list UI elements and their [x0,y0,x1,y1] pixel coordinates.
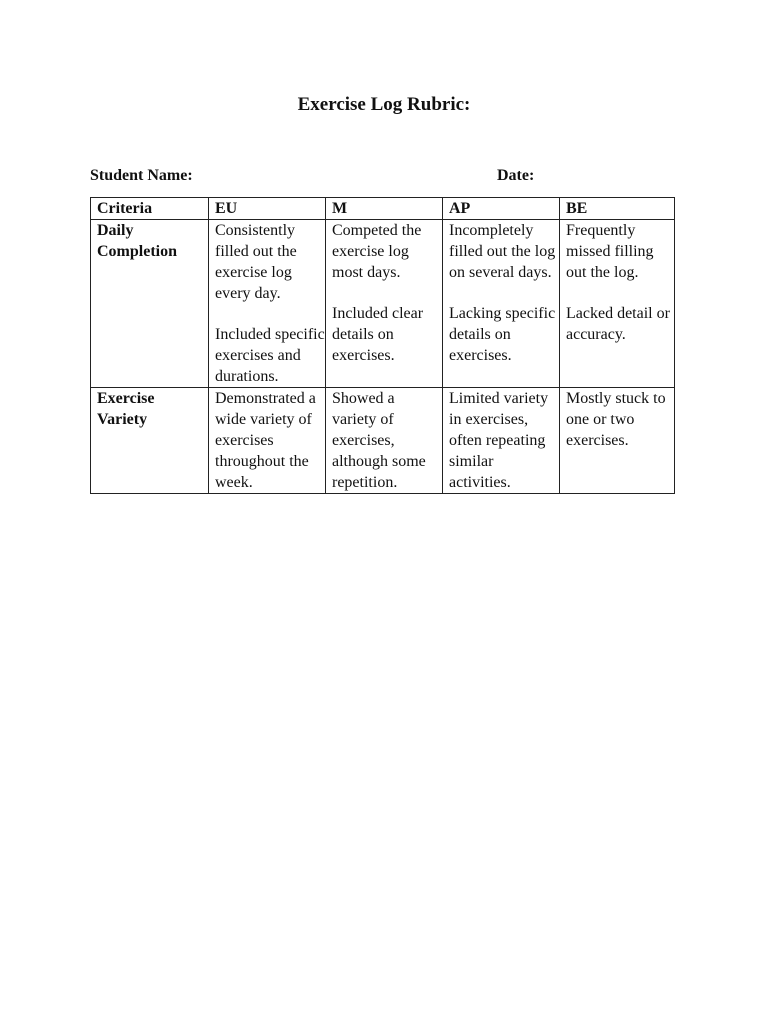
cell-text: Competed the exercise log most days. [332,222,422,281]
rubric-table [90,197,675,494]
cell-text: Included clear details on exercises. [332,305,424,364]
cell-exercise-variety-be [560,388,675,494]
cell-daily-completion-ap [443,220,560,388]
criteria-cell-daily-completion: Daily Completion [91,220,209,388]
cell-text: Showed a variety of exercises, although some repetition. [332,390,426,491]
cell-text: Lacking specific details on exercises. [449,305,556,364]
header-m: M [326,198,443,220]
cell-daily-completion-eu [209,220,326,388]
table-header-row [91,198,675,220]
cell-exercise-variety-m [326,388,443,494]
cell-daily-completion-m [326,220,443,388]
cell-exercise-variety-ap [443,388,560,494]
table-row [91,220,675,388]
date-label: Date: [497,167,535,184]
criteria-cell-exercise-variety: Exercise Variety [91,388,209,494]
cell-text: Included specific exercises and durations. [215,326,325,385]
header-criteria: Criteria [91,198,209,220]
cell-text: Frequently missed filling out the log. [566,222,654,281]
cell-text: Limited variety in exercises, often repeating similar activities. [449,390,549,491]
header-ap: AP [443,198,560,220]
cell-text: Incompletely filled out the log on several days. [449,222,556,281]
cell-daily-completion-be [560,220,675,388]
header-eu: EU [209,198,326,220]
cell-text: Mostly stuck to one or two exercises. [566,390,666,449]
document-title: Exercise Log Rubric: [297,94,471,115]
header-be: BE [560,198,675,220]
cell-text: Demonstrated a wide variety of exercises throughout the week. [215,390,316,491]
cell-exercise-variety-eu [209,388,326,494]
student-name-label: Student Name: [90,167,193,184]
cell-text: Consistently filled out the exercise log every day. [215,222,297,302]
table-row [91,388,675,494]
cell-text: Lacked detail or accuracy. [566,305,670,343]
